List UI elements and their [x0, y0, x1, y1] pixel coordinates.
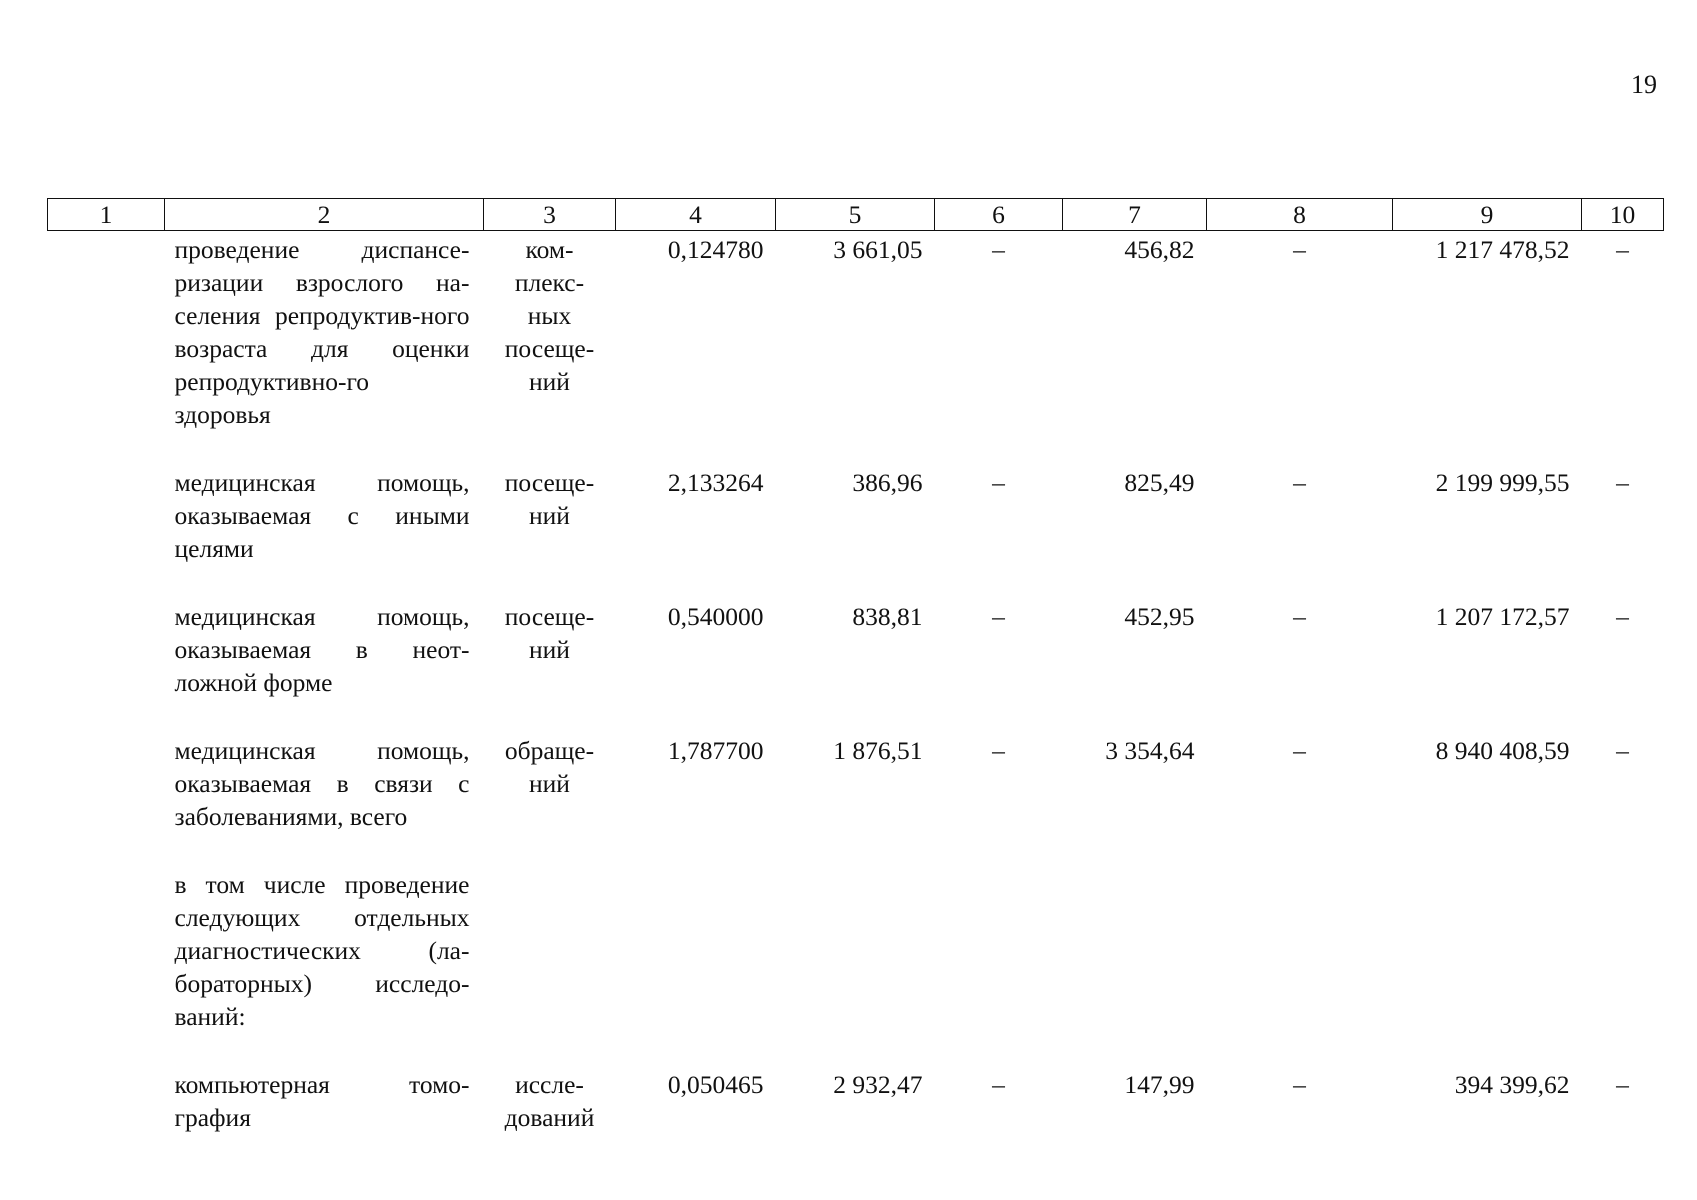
unit-cell — [484, 866, 616, 1066]
col6-cell: – — [992, 235, 1005, 264]
col6-cell: – — [992, 736, 1005, 765]
norm-volume-cell: 0,540000 — [667, 602, 764, 631]
col8-cell: – — [1293, 468, 1306, 497]
unit-line: ний — [529, 367, 570, 396]
col6-cell — [935, 866, 1063, 1066]
column-number-header-row — [48, 199, 1664, 231]
unit-line: посеще- — [504, 334, 595, 363]
total-cost-cell — [1393, 866, 1582, 1066]
norm-cost-cell: 386,96 — [852, 468, 923, 497]
per-capita-cell: 825,49 — [1124, 468, 1195, 497]
unit-cell — [484, 464, 616, 598]
col10-cell: – — [1616, 736, 1629, 765]
norm-cost-cell: 3 661,05 — [833, 235, 923, 264]
per-capita-cell: 147,99 — [1124, 1070, 1195, 1099]
total-cost-cell: 1 207 172,57 — [1435, 602, 1570, 631]
column-header-7: 7 — [1063, 199, 1207, 231]
unit-line: ний — [529, 769, 570, 798]
unit-cell — [484, 598, 616, 732]
col10-cell — [1582, 866, 1664, 1066]
per-capita-cell: 456,82 — [1124, 235, 1195, 264]
unit-line: посеще- — [504, 602, 595, 631]
table-row — [48, 732, 1664, 866]
unit-cell — [484, 231, 616, 465]
norm-volume-cell: 2,133264 — [667, 468, 764, 497]
col10-cell: – — [1616, 235, 1629, 264]
per-capita-cell: 3 354,64 — [1105, 736, 1195, 765]
unit-line: иссле- — [515, 1070, 584, 1099]
column-header-5: 5 — [776, 199, 935, 231]
table-row — [48, 231, 1664, 465]
row-index-cell — [48, 231, 165, 465]
per-capita-cell — [1063, 866, 1207, 1066]
table-row — [48, 464, 1664, 598]
col8-cell — [1207, 866, 1393, 1066]
col8-cell: – — [1293, 1070, 1306, 1099]
row-index-cell — [48, 866, 165, 1066]
row-index-cell — [48, 1066, 165, 1134]
budget-table — [47, 198, 1664, 1134]
total-cost-cell: 394 399,62 — [1454, 1070, 1570, 1099]
col6-cell: – — [992, 468, 1005, 497]
service-name-cell: проведение диспансе-ризации взрослого на-селения репродуктив-ного возраста для оценки репродуктивно-го здоровья — [174, 235, 470, 429]
column-header-9: 9 — [1393, 199, 1582, 231]
unit-line: ний — [529, 635, 570, 664]
unit-line: обраще- — [504, 736, 595, 765]
total-cost-cell: 1 217 478,52 — [1435, 235, 1570, 264]
norm-cost-cell: 838,81 — [852, 602, 923, 631]
service-name-cell: медицинская помощь, оказываемая в неот-ложной форме — [174, 602, 470, 697]
norm-volume-cell — [616, 866, 776, 1066]
norm-volume-cell: 0,124780 — [667, 235, 764, 264]
unit-cell — [484, 732, 616, 866]
per-capita-cell: 452,95 — [1124, 602, 1195, 631]
column-header-1: 1 — [48, 199, 165, 231]
column-header-8: 8 — [1207, 199, 1393, 231]
norm-volume-cell: 1,787700 — [667, 736, 764, 765]
col8-cell: – — [1293, 235, 1306, 264]
service-name-cell: медицинская помощь, оказываемая с иными целями — [174, 468, 470, 563]
norm-cost-cell: 1 876,51 — [833, 736, 923, 765]
col8-cell: – — [1293, 736, 1306, 765]
col6-cell: – — [992, 1070, 1005, 1099]
column-header-2: 2 — [165, 199, 484, 231]
column-header-10: 10 — [1582, 199, 1664, 231]
unit-cell — [484, 1066, 616, 1134]
row-index-cell — [48, 464, 165, 598]
column-header-3: 3 — [484, 199, 616, 231]
row-index-cell — [48, 598, 165, 732]
column-header-6: 6 — [935, 199, 1063, 231]
service-name-cell: компьютерная томо-графия — [174, 1070, 470, 1132]
column-header-4: 4 — [616, 199, 776, 231]
subsection-note-cell: в том числе проведение следующих отдельных диагностических (ла-бораторных) исследо-ваний: — [174, 870, 470, 1031]
page-number: 19 — [1631, 70, 1657, 99]
col10-cell: – — [1616, 1070, 1629, 1099]
unit-line: дований — [504, 1103, 595, 1132]
col6-cell: – — [992, 602, 1005, 631]
unit-line: ний — [529, 501, 570, 530]
unit-line: плекс- — [514, 268, 585, 297]
unit-line: ком- — [525, 235, 574, 264]
total-cost-cell: 8 940 408,59 — [1435, 736, 1570, 765]
table-row — [48, 866, 1664, 1066]
table-row — [48, 598, 1664, 732]
table-row — [48, 1066, 1664, 1134]
unit-line: ных — [527, 301, 572, 330]
service-name-cell: медицинская помощь, оказываемая в связи с заболеваниями, всего — [174, 736, 470, 831]
norm-cost-cell — [776, 866, 935, 1066]
norm-cost-cell: 2 932,47 — [833, 1070, 923, 1099]
total-cost-cell: 2 199 999,55 — [1435, 468, 1570, 497]
col8-cell: – — [1293, 602, 1306, 631]
row-index-cell — [48, 732, 165, 866]
col10-cell: – — [1616, 602, 1629, 631]
norm-volume-cell: 0,050465 — [667, 1070, 764, 1099]
col10-cell: – — [1616, 468, 1629, 497]
unit-line: посеще- — [504, 468, 595, 497]
